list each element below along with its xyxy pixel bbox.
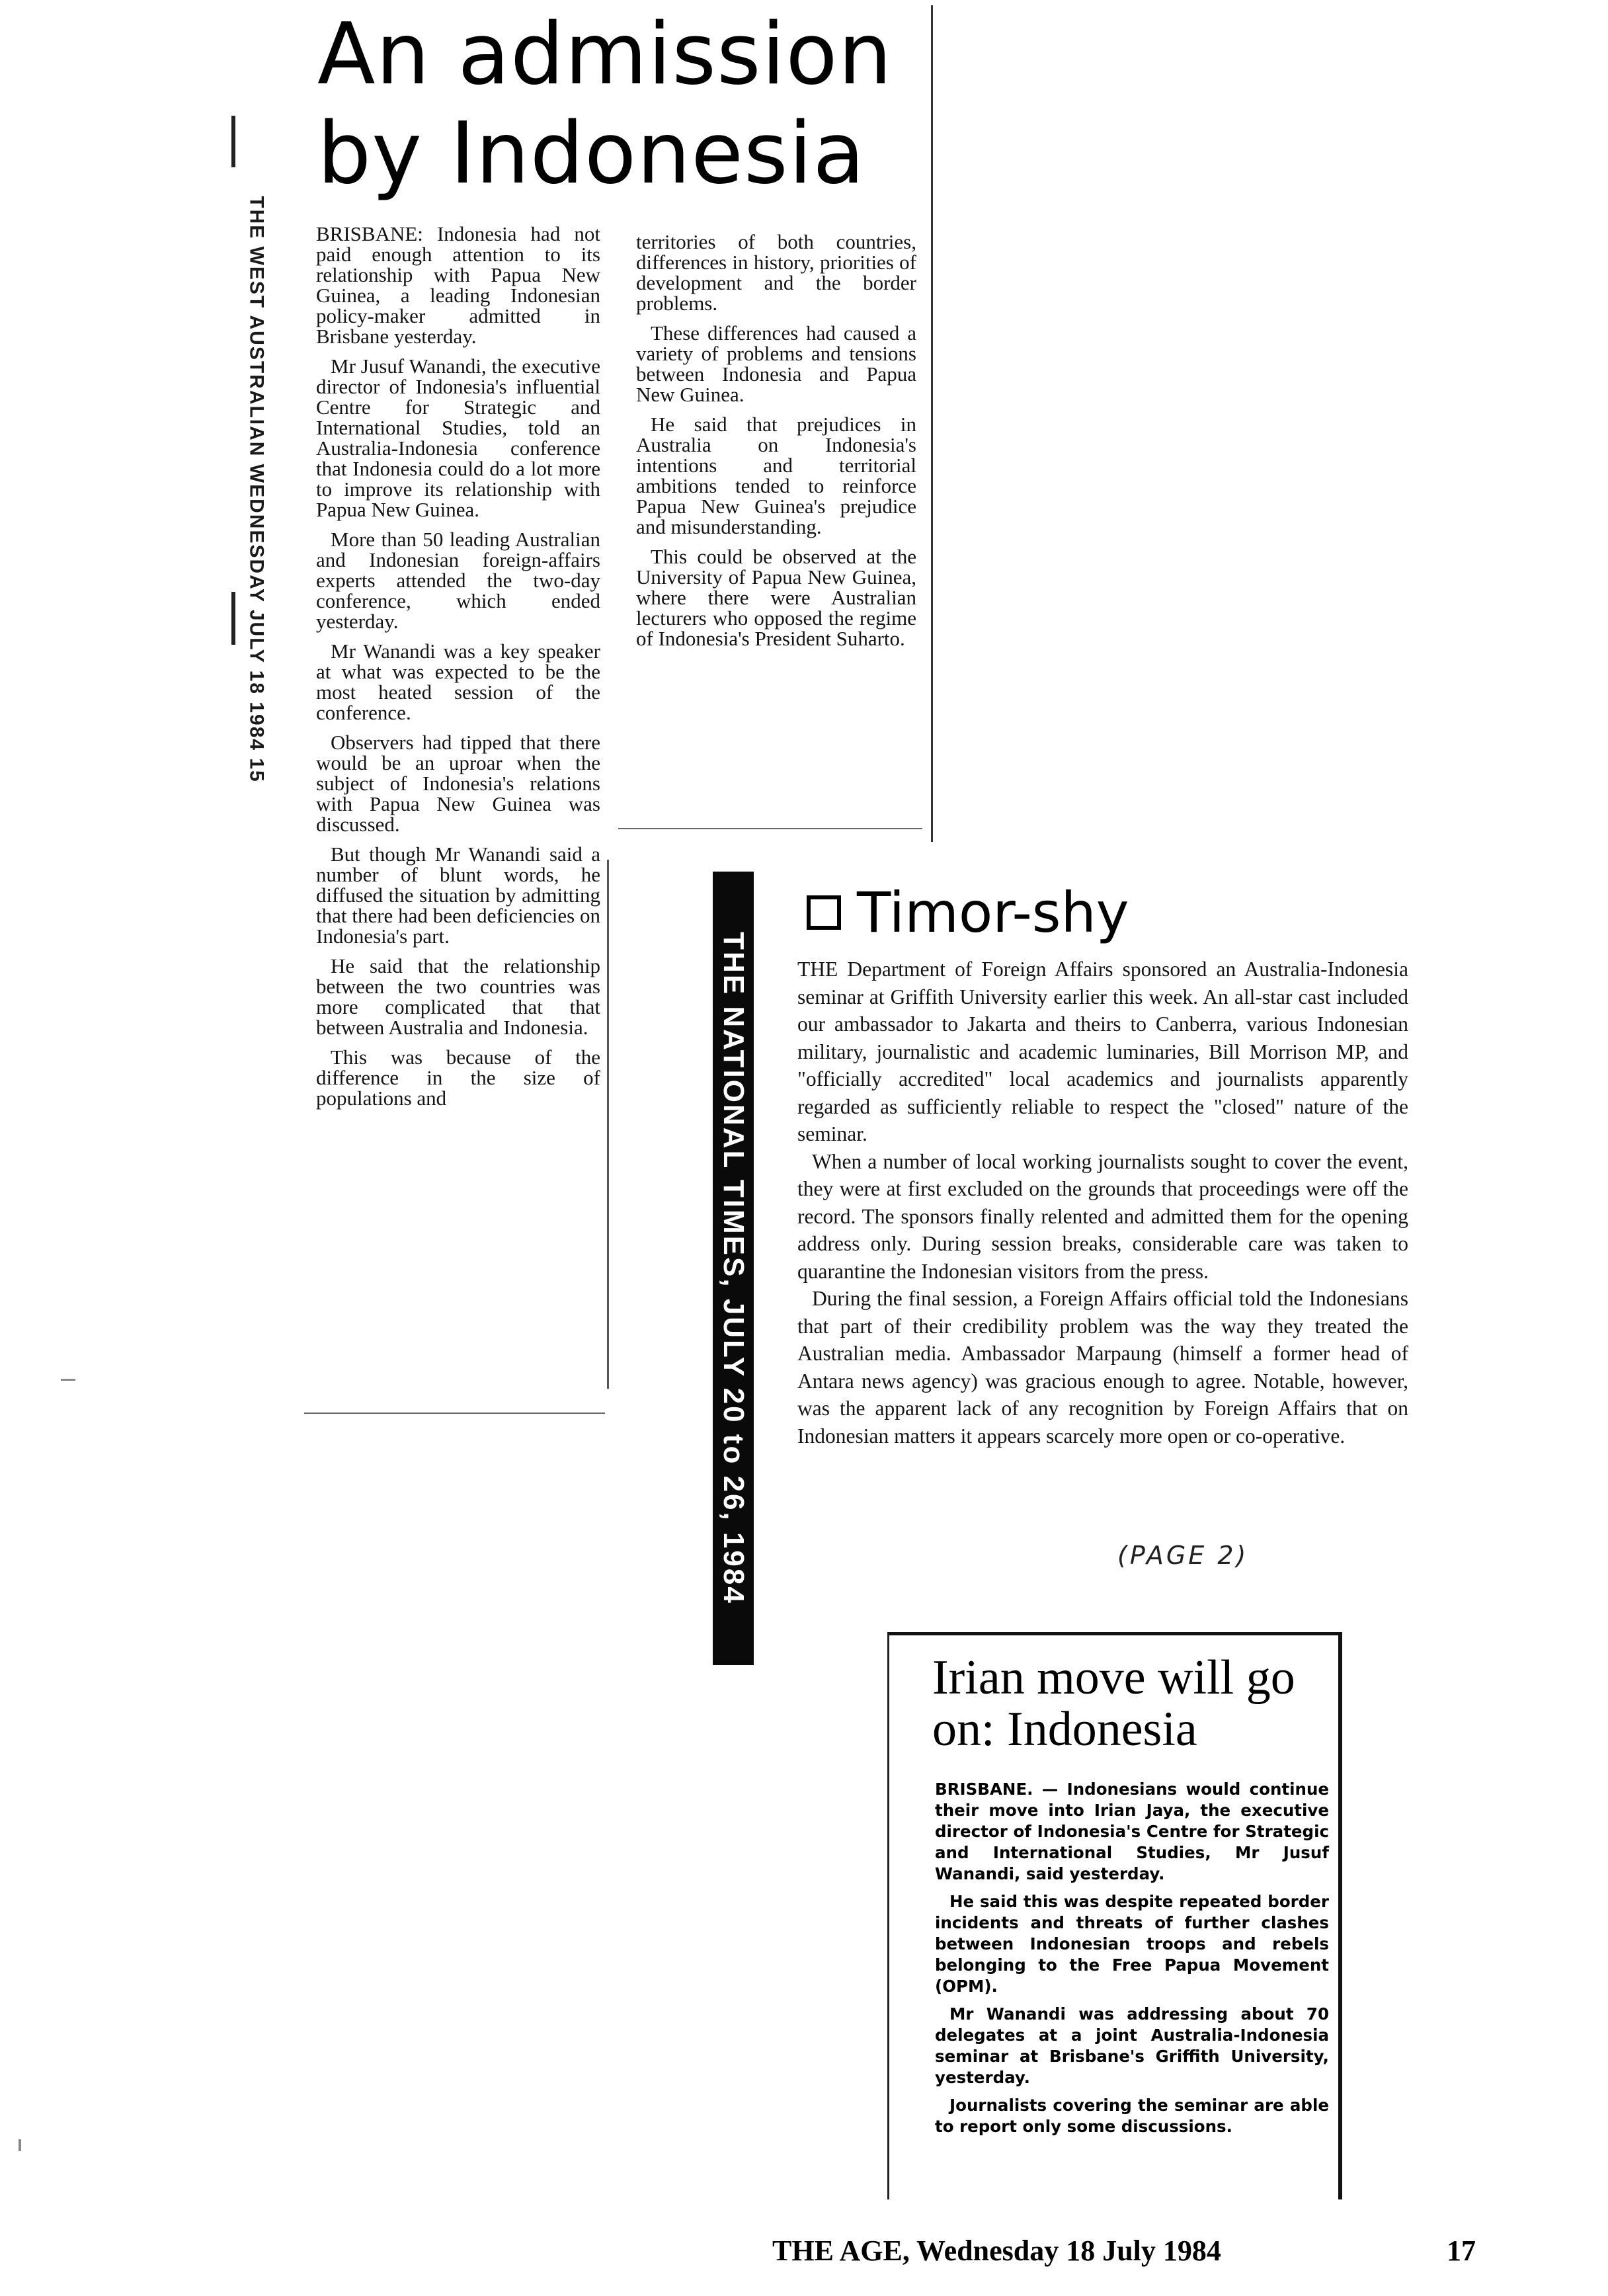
clipping-edge-rule xyxy=(607,860,609,1389)
article-paragraph: He said that the relationship between the two countries was more complicated that that between Australia and Indonesia. xyxy=(316,954,600,1039)
west-australian-column-1 xyxy=(316,224,600,1118)
west-australian-column-2 xyxy=(636,231,916,658)
national-times-headline-row xyxy=(807,880,1402,946)
article-paragraph: BRISBANE: Indonesia had not paid enough attention to its relationship with Papua New Guinea, a leading Indonesian policy-maker admitted in Brisbane yesterday. xyxy=(316,222,600,348)
source-rule-top xyxy=(231,116,235,167)
national-times-source-bar xyxy=(713,872,754,1665)
clipping-cut-line xyxy=(618,828,922,829)
scan-mark xyxy=(61,1379,75,1381)
article-paragraph: Journalists covering the seminar are able to report only some discussions. xyxy=(935,2096,1329,2136)
handwritten-page-note: (PAGE 2) xyxy=(1117,1541,1249,1570)
clipping-cut-line xyxy=(304,1413,605,1414)
national-times-source-label: THE NATIONAL TIMES, JULY 20 to 26, 1984 xyxy=(717,932,750,1605)
west-australian-headline: An admission by Indonesia xyxy=(317,5,893,203)
article-paragraph: Mr Wanandi was a key speaker at what was expected to be the most heated session of the conference. xyxy=(316,639,600,724)
article-paragraph: Mr Wanandi was addressing about 70 delegates at a joint Australia-Indonesia seminar at Brisbane's Griffith University, yesterday. xyxy=(935,2004,1329,2087)
national-times-headline: Timor-shy xyxy=(857,880,1129,945)
article-paragraph: Observers had tipped that there would be an uproar when the subject of Indonesia's relations with Papua New Guinea was discussed. xyxy=(316,731,600,836)
article-paragraph: These differences had caused a variety of problems and tensions between Indonesia and Papua New Guinea. xyxy=(636,321,916,406)
the-age-headline: Irian move will go on: Indonesia xyxy=(932,1651,1295,1756)
west-australian-source-label: THE WEST AUSTRALIAN WEDNESDAY JULY 18 1984 15 xyxy=(246,196,268,783)
article-paragraph: But though Mr Wanandi said a number of blunt words, he diffused the situation by admitting that there had been deficiencies on Indonesia's part. xyxy=(316,842,600,948)
the-age-masthead-date: THE AGE, Wednesday 18 July 1984 xyxy=(772,2234,1221,2267)
article-paragraph: territories of both countries, differences in history, priorities of development and the border problems. xyxy=(636,230,916,315)
national-times-body xyxy=(797,956,1408,1450)
page-number: 17 xyxy=(1447,2234,1476,2267)
article-paragraph: During the final session, a Foreign Affairs official told the Indonesians that part of their credibility problem was the way they treated the Australian media. Ambassador Marpaung (himself a former head of Antara news agency) was gracious enough to agree. Notable, however, was the apparent lack of any recognition by Foreign Affairs that on Indonesian matters it appears scarcely more open or co-operative. xyxy=(797,1287,1408,1448)
article-paragraph: He said this was despite repeated border incidents and threats of further clashes between Indonesian troops and rebels belonging to the Free Papua Movement (OPM). xyxy=(935,1892,1329,1996)
article-paragraph: This was because of the difference in the size of populations and xyxy=(316,1046,600,1110)
west-australian-source-strip xyxy=(237,126,276,853)
clipping-edge-rule xyxy=(931,5,933,842)
article-paragraph: When a number of local working journalists sought to cover the event, they were at first excluded on the grounds that proceedings were off the record. The sponsors finally relented and admitted them for the opening address only. During session breaks, considerable care was taken to quarantine the Indonesian visitors from the press. xyxy=(797,1149,1408,1283)
the-age-body xyxy=(935,1779,1329,2144)
scan-mark xyxy=(19,2139,21,2151)
article-paragraph: THE Department of Foreign Affairs sponsored an Australia-Indonesia seminar at Griffith University earlier this week. An all-star cast included our ambassador to Jakarta and theirs to Canberra, various Indonesian military, journalistic and academic luminaries, Bill Morrison MP, and "officially accredited" local academics and journalists apparently regarded as sufficiently reliable to respect the "closed" nature of the seminar. xyxy=(797,958,1408,1145)
article-paragraph: BRISBANE. — Indonesians would continue their move into Irian Jaya, the executive director of Indonesia's Centre for Strategic and International Studies, Mr Jusuf Wanandi, said yesterday. xyxy=(935,1780,1329,1883)
the-age-footer xyxy=(772,2234,1533,2268)
article-paragraph: More than 50 leading Australian and Indonesian foreign-affairs experts attended the two-day conference, which ended yesterday. xyxy=(316,528,600,633)
article-paragraph: He said that prejudices in Australia on Indonesia's intentions and territorial ambitions tended to reinforce Papua New Guinea's prejudice and misunderstanding. xyxy=(636,413,916,538)
article-paragraph: This could be observed at the University of Papua New Guinea, where there were Australian lecturers who opposed the regime of Indonesia's President Suharto. xyxy=(636,545,916,650)
source-rule-bottom xyxy=(231,592,235,645)
checkbox-square-icon xyxy=(807,895,841,930)
article-paragraph: Mr Jusuf Wanandi, the executive director of Indonesia's influential Centre for Strategic and International Studies, told an Australia-Indonesia conference that Indonesia could do a lot more to improve its relationship with Papua New Guinea. xyxy=(316,354,600,521)
